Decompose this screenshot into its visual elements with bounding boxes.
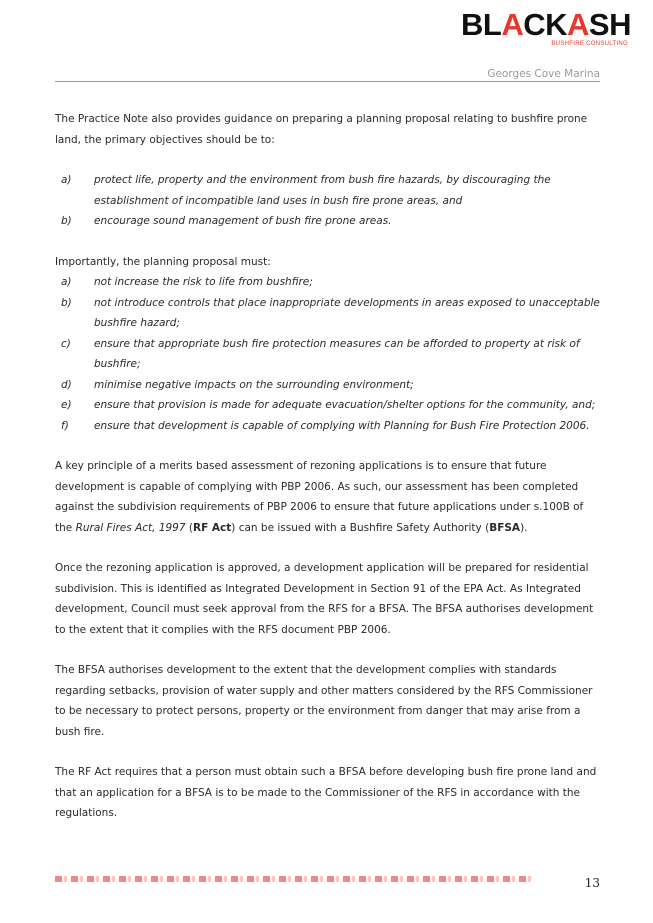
page-content [55,109,600,824]
footer-decoration [55,876,533,882]
list-item: b) encourage sound management of bush fire prone areas. [61,215,392,227]
list-item: f) ensure that development is capable of complying with Planning for Bush Fire Protection 2006. [61,419,590,432]
list-item: c) ensure that appropriate bush fire protection measures can be afforded to property at risk of bushfire; [61,337,580,370]
list-item: b) not introduce controls that place inappropriate developments in areas exposed to unacceptable bushfire hazard; [61,296,600,329]
requirements-list [55,272,600,436]
company-logo [459,7,631,47]
rezoning-paragraph: Once the rezoning application is approved, a development application will be prepared for residential subdivision. This is identified as Integrated Development in Section 91 of the EPA Act. As Integrated development, Council must seek approval from the RFS for a BFSA. The BFSA authorises development to the extent that it complies with the RFS document PBP 2006. [55,562,594,636]
act-abbreviation: RF Act [192,521,232,534]
logo-wordmark: BLACKASH [461,7,631,42]
list-item: e) ensure that provision is made for adequate evacuation/shelter options for the community, and; [61,399,596,411]
objectives-list [55,170,600,232]
header-divider [55,81,600,82]
list-item: a) protect life, property and the environment from bush fire hazards, by discouraging the establishment of incompatible land uses in bush fire prone areas, and [61,174,551,207]
principle-paragraph: A key principle of a merits based assessment of rezoning applications is to ensure that future development is capable of complying with PBP 2006. As such, our assessment has been completed against the subdivision requirements of PBP 2006 to ensure that future applications under s.100B of the Rural Fires Act, 1997 (RF Act) can be issued with a Bushfire Safety Authority (BFSA). [55,460,584,534]
intro-paragraph: The Practice Note also provides guidance on preparing a planning proposal relating to bushfire prone land, the primary objectives should be to: [55,113,588,146]
act-name: Rural Fires Act, 1997 [75,521,186,534]
rf-act-paragraph: The RF Act requires that a person must obtain such a BFSA before developing bush fire prone land and that an application for a BFSA is to be made to the Commissioner of the RFS in accordance with the regulations. [55,766,597,819]
logo-subtitle: BUSHFIRE CONSULTING [551,41,628,47]
page-number: 13 [584,876,600,890]
requirements-intro: Importantly, the planning proposal must: [55,255,271,268]
bfsa-abbreviation: BFSA [489,521,521,534]
bfsa-paragraph: The BFSA authorises development to the extent that the development complies with standards regarding setbacks, provision of water supply and other matters considered by the RFS Commissioner to be necessary to protect persons, property or the environment from danger that may arise from a bush fire. [55,664,593,738]
list-item: a) not increase the risk to life from bushfire; [61,276,313,288]
project-name: Georges Cove Marina [487,68,600,80]
list-item: d) minimise negative impacts on the surrounding environment; [61,378,414,391]
